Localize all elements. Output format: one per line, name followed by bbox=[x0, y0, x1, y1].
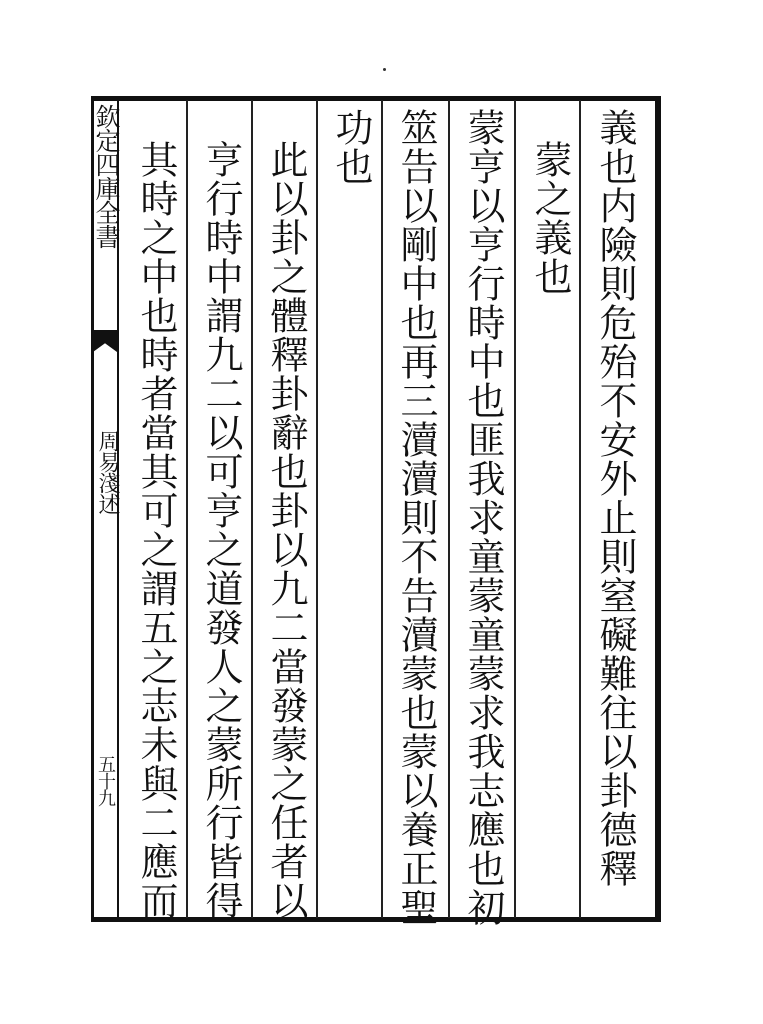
book-title: 欽定四庫全書 bbox=[92, 104, 121, 248]
ink-speck bbox=[383, 68, 386, 71]
column-rule bbox=[186, 100, 188, 918]
column-rule bbox=[316, 100, 318, 918]
column-rule bbox=[251, 100, 253, 918]
column-rule bbox=[514, 100, 516, 918]
text-column-8: 其時之中也時者當其可之謂五之志未與二應而 bbox=[134, 140, 178, 920]
column-rule bbox=[579, 100, 581, 918]
text-column-4: 筮告以剛中也再三瀆瀆則不告瀆蒙也蒙以養正聖 bbox=[394, 108, 438, 927]
text-column-6: 此以卦之體釋卦辭也卦以九二當發蒙之任者以 bbox=[264, 140, 308, 920]
section-title: 周易淺述 bbox=[95, 430, 120, 514]
text-column-1: 義也内險則危殆不安外止則窒礙難往以卦德釋 bbox=[593, 108, 637, 888]
column-rule bbox=[448, 100, 450, 918]
text-column-5: 功也 bbox=[329, 108, 373, 186]
text-column-3: 蒙亨以亨行時中也匪我求童蒙童蒙求我志應也初 bbox=[461, 108, 505, 927]
text-column-2: 蒙之義也 bbox=[528, 140, 572, 296]
text-column-7: 亨行時中謂九二以可亨之道發人之蒙所行皆得 bbox=[199, 140, 243, 920]
page-number: 五十九 bbox=[95, 755, 116, 806]
column-rule bbox=[381, 100, 383, 918]
